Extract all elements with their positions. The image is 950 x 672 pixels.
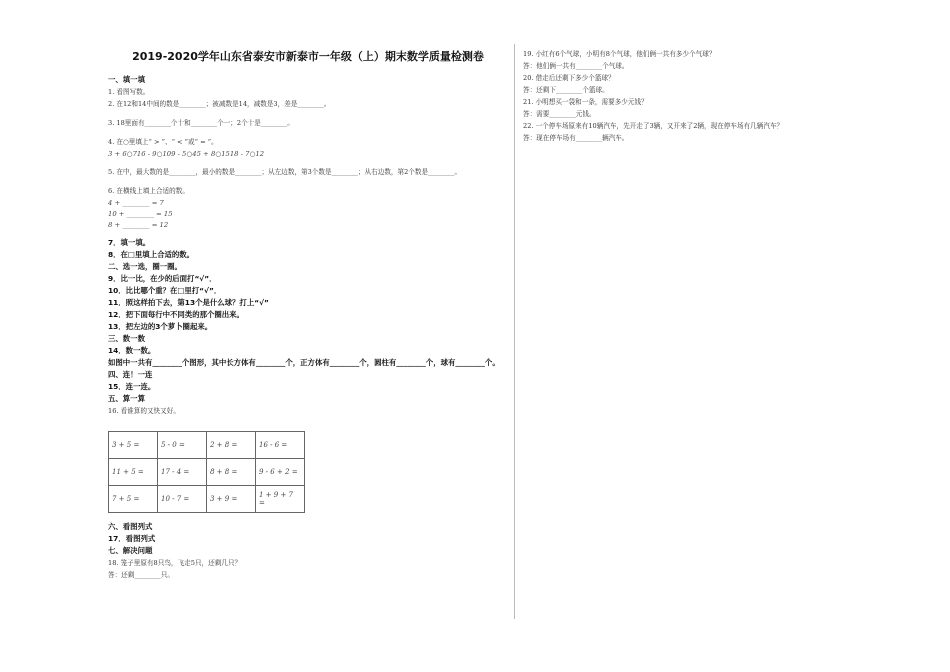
table-cell: 11 + 5 = [109,459,158,486]
question-14: 14．数一数。 [108,346,156,355]
question-12: 12．把下面每行中不同类的那个圈出来。 [108,310,244,319]
question-18: 18. 笼子里原有8只鸟，飞走5只，还剩几只？ [108,559,242,567]
section-heading-choose: 二、选一选，圈一圈。 [108,262,182,271]
answer-21: 答：需要________元钱。 [523,110,596,118]
answer-19: 答：他们俩一共有________个气球。 [523,62,629,70]
column-divider [514,44,515,619]
question-20: 20. 借走后还剩下多少个篮球？ [523,74,615,82]
table-cell: 5 - 0 = [158,432,207,459]
question-6-b: 10 + ________ = 15 [108,210,173,218]
calculation-table [108,431,305,513]
question-16: 16. 看谁算的又快又好。 [108,407,180,415]
section-heading-calc: 五、算一算 [108,394,145,403]
table-row [109,459,305,486]
question-17: 17．看图列式 [108,534,156,543]
question-13: 13．把左边的3个萝卜圈起来。 [108,322,213,331]
table-cell: 17 - 4 = [158,459,207,486]
question-10: 10．比比哪个重？在□里打“√”． [108,286,222,295]
right-column [523,48,823,145]
question-6-c: 8 + ________ = 12 [108,221,169,229]
question-19: 19. 小红有6个气球，小明有8个气球，他们俩一共有多少个气球？ [523,50,716,58]
question-14-text: 如图中一共有________个图形，其中长方体有________个，正方体有________个，圆柱有________个，球有________个。 [108,358,500,367]
question-9: 9．比一比，在少的后面打“√”． [108,274,217,283]
question-4: 4. 在○里填上“ > ”、“ < ”或“ = ”。 [108,138,218,146]
table-cell: 3 + 5 = [109,432,158,459]
table-cell: 16 - 6 = [256,432,305,459]
question-7: 7．填一填。 [108,238,151,247]
question-5: 5. 在中，最大数的是________，最小的数是________；从左边数，第3个数是________；从右边数，第2个数是________。 [108,168,462,176]
question-8: 8．在□里填上合适的数。 [108,250,195,259]
question-11: 11．照这样拍下去，第13个是什么球？打上“√” [108,298,269,307]
table-cell: 8 + 8 = [207,459,256,486]
table-row [109,486,305,513]
question-1: 1. 看图写数。 [108,88,150,96]
section-heading-fill: 一、填一填 [108,75,145,84]
question-2: 2. 在12和14中间的数是________；被减数是14，减数是3，差是________。 [108,100,331,108]
question-22: 22. 一个停车场原来有10辆汽车，先开走了3辆，又开来了2辆，现在停车场有几辆汽车？ [523,122,784,130]
answer-20: 答：还剩下________个篮球。 [523,86,609,94]
section-heading-picture: 六、看图列式 [108,522,153,531]
question-6-a: 4 + ________ = 7 [108,199,164,207]
answer-22: 答：现在停车场有________辆汽车。 [523,134,629,142]
section-heading-connect: 四、连！一连 [108,370,153,379]
section-heading-count: 三、数一数 [108,334,145,343]
table-cell: 9 - 6 + 2 = [256,459,305,486]
table-row [109,432,305,459]
question-6: 6. 在横线上填上合适的数。 [108,187,189,195]
table-cell: 3 + 9 = [207,486,256,513]
table-cell: 10 - 7 = [158,486,207,513]
question-15: 15．连一连。 [108,382,156,391]
section-heading-problems: 七、解决问题 [108,546,153,555]
question-3: 3. 18里面有________个十和________个一；2个十是________。 [108,119,294,127]
table-cell: 1 + 9 + 7 = [256,486,305,513]
question-4-math: 3 + 6○716 - 9○109 - 5○45 + 8○1518 - 7○12 [108,150,265,158]
question-21: 21. 小明想买一袋和一条，需要多少元钱？ [523,98,648,106]
table-cell: 7 + 5 = [109,486,158,513]
left-column [108,72,508,582]
answer-18: 答：还剩________只。 [108,571,174,579]
page-title: 2019-2020学年山东省泰安市新泰市一年级（上）期末数学质量检测卷 [132,50,484,63]
table-cell: 2 + 8 = [207,432,256,459]
